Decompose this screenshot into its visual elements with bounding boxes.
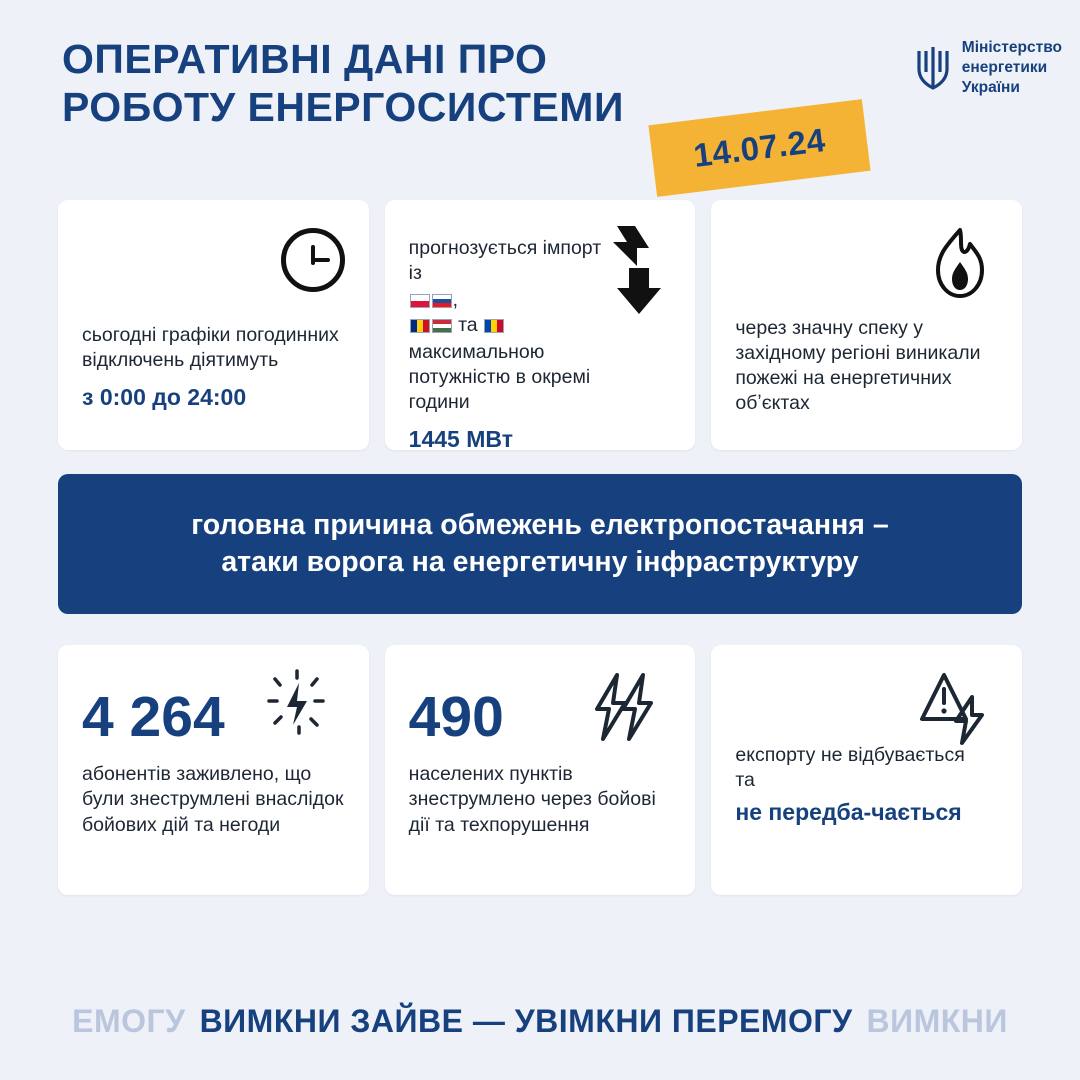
- restored-consumers-text: абонентів заживлено, що були знеструмлені внаслідок бойових дій та негоди: [82, 763, 344, 836]
- date-badge-label: 14.07.24: [691, 121, 828, 174]
- card-fires-content: [735, 316, 995, 416]
- ministry-logo: [914, 38, 1062, 97]
- flag-ro-icon: [410, 319, 430, 333]
- page-title: ОПЕРАТИВНІ ДАНІ ПРО РОБОТУ ЕНЕРГОСИСТЕМИ: [62, 36, 624, 130]
- card-import-forecast-content: [409, 236, 614, 453]
- card-export-status-content: [735, 743, 965, 827]
- header: [62, 36, 1062, 132]
- logo-line-2: енергетики: [961, 58, 1048, 76]
- warning-bolt-icon: [914, 667, 992, 745]
- card-deenergized-settlements: [385, 645, 696, 895]
- card-export-status-text: експорту не відбувається та: [735, 744, 965, 792]
- footer-slogan: ВИМКНИ ЗАЙВЕ — УВІМКНИ ПЕРЕМОГУ: [199, 1002, 853, 1039]
- flag-pl-icon: [410, 294, 430, 308]
- flag-md-icon: [484, 319, 504, 333]
- footer-right-partial: ВИМКНИ: [866, 1002, 1008, 1039]
- logo-line-1: Міністерство: [961, 39, 1062, 56]
- card-export-status-strong: не передба-чається: [735, 798, 962, 825]
- card-import-power: 1445 МВт: [408, 425, 513, 452]
- card-outage-schedule-content: [82, 323, 342, 412]
- card-fires-text: через значну спеку у західному регіоні виникали пожежі на енергетичних обʼєктах: [735, 317, 981, 415]
- ministry-logo-text: [962, 38, 1062, 97]
- banner-line-1: головна причина обмежень електропостачання –: [191, 508, 889, 541]
- card-outage-schedule-hours: з 0:00 до 24:00: [82, 384, 247, 411]
- card-import-flags-row: , та: [409, 288, 614, 338]
- spark-bolt-icon: [261, 667, 339, 745]
- footer-left-partial: ЕМОГУ: [72, 1002, 186, 1039]
- card-import-forecast: [385, 200, 696, 450]
- import-arrows-icon: [603, 224, 673, 314]
- flame-icon: [932, 228, 988, 298]
- footer-ticker: [0, 962, 1080, 1080]
- deenergized-settlements-text: населених пунктів знеструмлено через бойові дії та техпорушення: [408, 763, 656, 836]
- card-export-status: [711, 645, 1022, 895]
- clock-icon: [281, 228, 345, 292]
- bottom-card-row: [58, 645, 1022, 895]
- card-restored-consumers: [58, 645, 369, 895]
- top-card-row: [58, 200, 1022, 450]
- card-outage-schedule-text: сьогодні графіки погодинних відключень діятимуть: [82, 324, 339, 372]
- logo-line-3: України: [961, 78, 1020, 96]
- card-import-text-before: прогнозується імпорт із: [408, 237, 602, 284]
- card-import-text-after: максимальною потужністю в окремі години: [408, 340, 591, 413]
- deenergized-settlements-number: 490: [408, 685, 504, 749]
- double-bolt-icon: [583, 669, 661, 747]
- banner-line-2: атаки ворога на енергетичну інфраструктуру: [221, 546, 859, 578]
- card-fires: [711, 200, 1022, 450]
- main-cause-banner-text: [191, 507, 888, 581]
- flag-sk-icon: [432, 294, 452, 308]
- flag-hu-icon: [432, 319, 452, 333]
- restored-consumers-number: 4 264: [82, 685, 225, 749]
- trident-icon: [914, 44, 952, 92]
- card-import-conjunction: та: [458, 313, 478, 336]
- card-outage-schedule: [58, 200, 369, 450]
- main-cause-banner: [58, 474, 1022, 614]
